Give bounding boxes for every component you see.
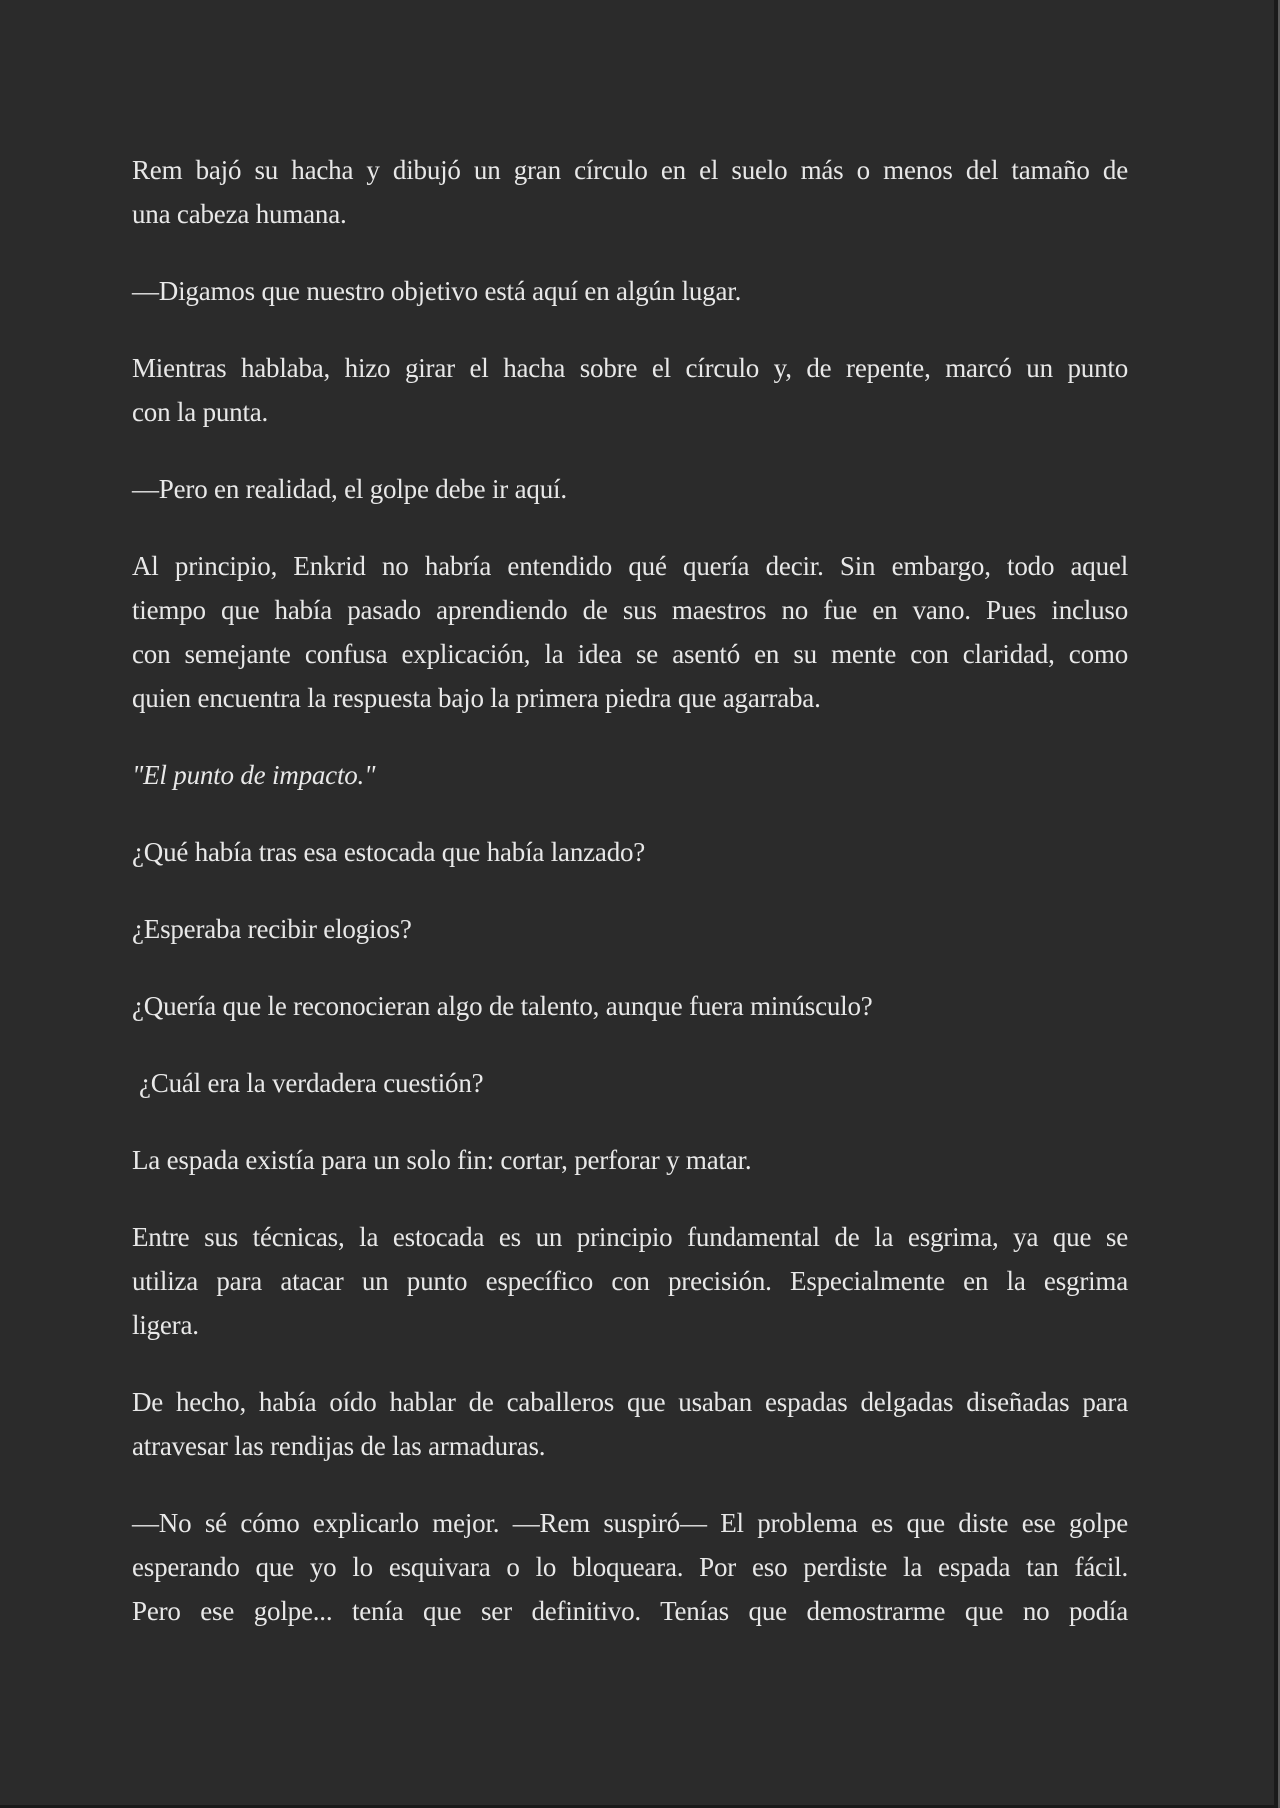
text-line: quien encuentra la respuesta bajo la primera piedra que agarraba.: [132, 683, 821, 713]
text-line: Al principio, Enkrid no habría entendido qué quería decir. Sin embargo, todo aquel: [132, 551, 1128, 581]
text-line: una cabeza humana.: [132, 199, 347, 229]
text-line: ¿Qué había tras esa estocada que había lanzado?: [132, 837, 646, 867]
text-line: tiempo que había pasado aprendiendo de sus maestros no fue en vano. Pues incluso: [132, 595, 1128, 625]
text-line: Entre sus técnicas, la estocada es un principio fundamental de la esgrima, ya que se: [132, 1222, 1128, 1252]
paragraph: [132, 753, 1128, 797]
text-line: con la punta.: [132, 397, 269, 427]
paragraph: [132, 269, 1128, 313]
text-line: De hecho, había oído hablar de caballeros que usaban espadas delgadas diseñadas para: [132, 1387, 1128, 1417]
paragraph: [132, 1501, 1128, 1633]
paragraph: [132, 1061, 1128, 1105]
text-line: —No sé cómo explicarlo mejor. —Rem suspiró— El problema es que diste ese golpe: [132, 1508, 1128, 1538]
text-line: con semejante confusa explicación, la idea se asentó en su mente con claridad, como: [132, 639, 1128, 669]
paragraph: [132, 1215, 1128, 1347]
text-line: atravesar las rendijas de las armaduras.: [132, 1431, 546, 1461]
paragraph: [132, 984, 1128, 1028]
text-line: La espada existía para un solo fin: cortar, perforar y matar.: [132, 1145, 752, 1175]
text-line: Rem bajó su hacha y dibujó un gran círculo en el suelo más o menos del tamaño de: [132, 155, 1128, 185]
text-line: utiliza para atacar un punto específico con precisión. Especialmente en la esgrima: [132, 1266, 1128, 1296]
paragraph: [132, 544, 1128, 720]
text-line: ¿Cuál era la verdadera cuestión?: [139, 1068, 484, 1098]
paragraph: [132, 148, 1128, 236]
paragraph: [132, 907, 1128, 951]
paragraph: [132, 467, 1128, 511]
text-line: —Digamos que nuestro objetivo está aquí en algún lugar.: [132, 276, 742, 306]
text-line: ¿Quería que le reconocieran algo de talento, aunque fuera minúsculo?: [132, 991, 873, 1021]
paragraph: [132, 830, 1128, 874]
page-text: [132, 148, 1128, 1633]
paragraph: [132, 346, 1128, 434]
text-line: Pero ese golpe... tenía que ser definitivo. Tenías que demostrarme que no podía: [132, 1596, 1128, 1626]
text-line: Mientras hablaba, hizo girar el hacha sobre el círculo y, de repente, marcó un punto: [132, 353, 1128, 383]
paragraph: [132, 1380, 1128, 1468]
text-line: esperando que yo lo esquivara o lo bloqueara. Por eso perdiste la espada tan fácil.: [132, 1552, 1128, 1582]
text-line: —Pero en realidad, el golpe debe ir aquí.: [132, 474, 567, 504]
text-line: ¿Esperaba recibir elogios?: [132, 914, 412, 944]
text-line: ligera.: [132, 1310, 199, 1340]
paragraph: [132, 1138, 1128, 1182]
text-line: "El punto de impacto.": [132, 760, 376, 790]
